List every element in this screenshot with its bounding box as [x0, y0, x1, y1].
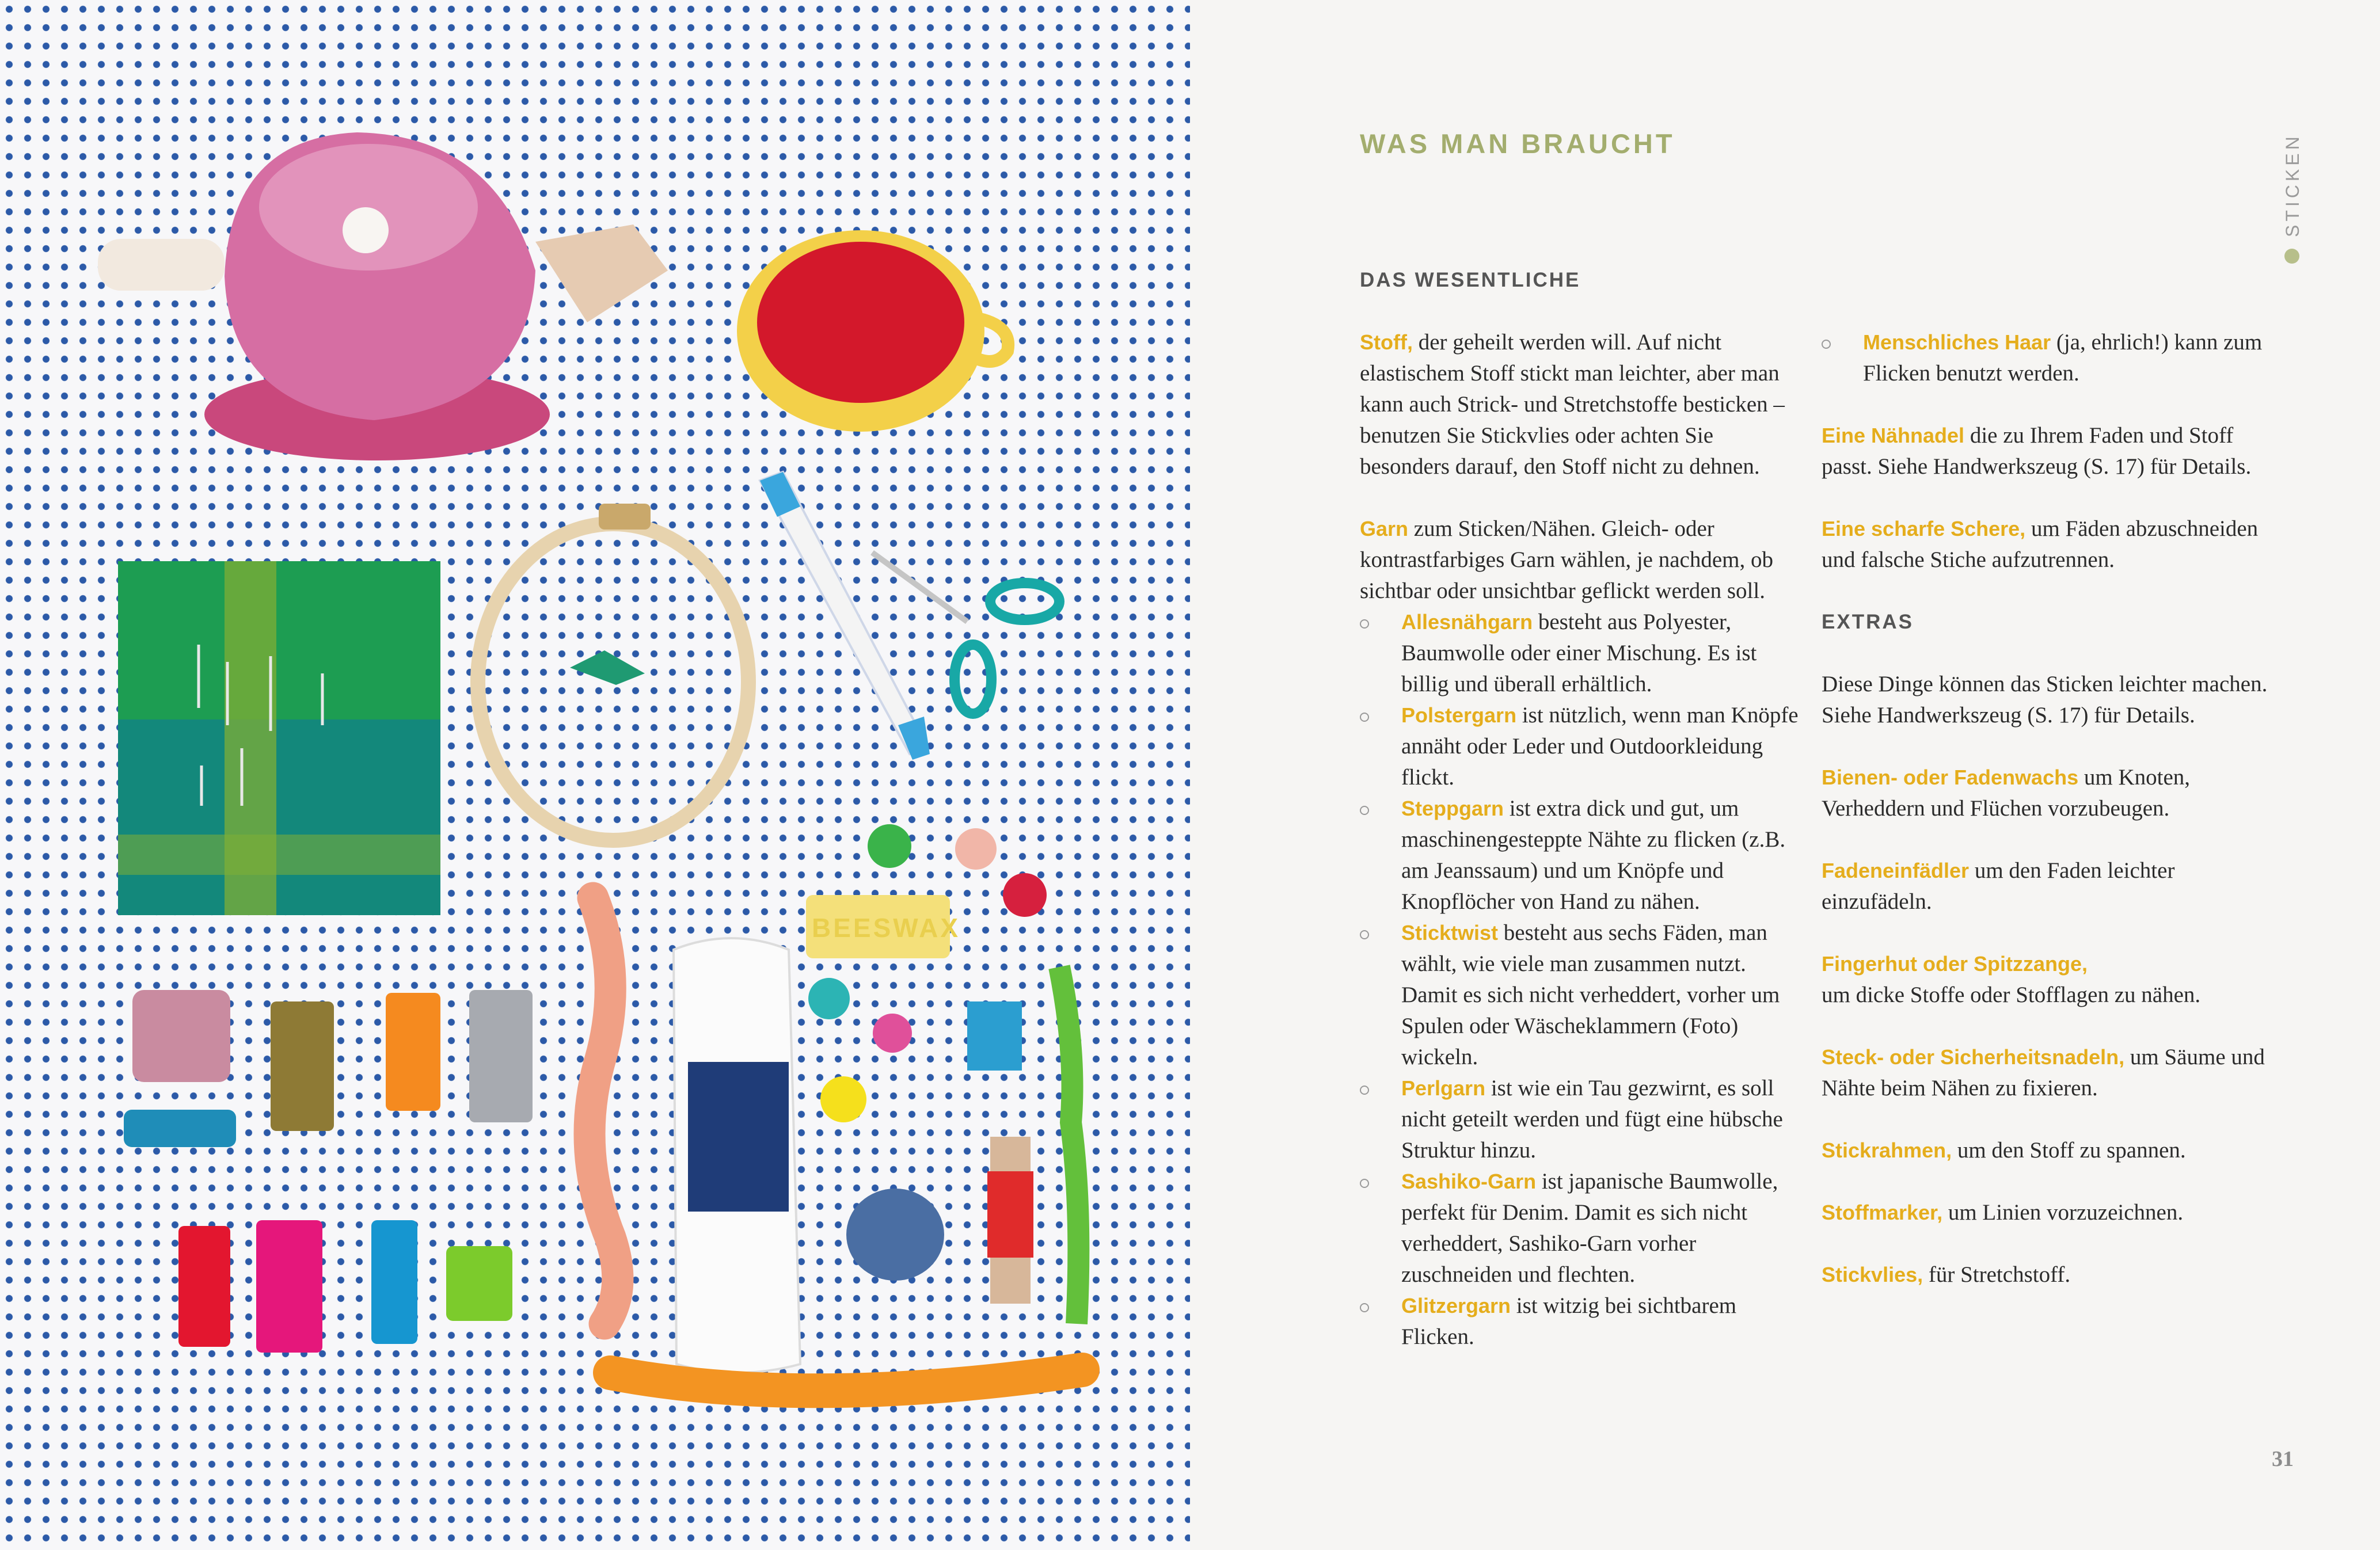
extra-item-term: Fingerhut oder Spitzzange,	[1822, 952, 2088, 976]
list-item-term: Perlgarn	[1401, 1076, 1486, 1100]
list-item	[1360, 1290, 1803, 1353]
extra-item	[1822, 1259, 2271, 1290]
paragraph-scissors-text: um Fäden abzuschneiden und falsche Stiche aufzutrennen.	[1822, 516, 2259, 572]
extra-item	[1822, 1197, 2271, 1228]
extra-item-term: Fadeneinfädler	[1822, 859, 1970, 882]
scissors	[872, 553, 1059, 714]
sashiko-braid	[590, 898, 618, 1324]
list-item-text: besteht aus Polyester, Baumwolle oder einer Mischung. Es ist billig und überall erhältlich.	[1401, 610, 1757, 696]
page-title: WAS MAN BRAUCHT	[1360, 128, 1675, 159]
section-heading-essentials: DAS WESENTLICHE	[1360, 269, 1581, 291]
paragraph-extras-intro: Diese Dinge können das Sticken leichter machen. Siehe Handwerkszeug (S. 17) für Details.	[1822, 672, 2268, 728]
fabric-marker	[760, 472, 930, 760]
list-item	[1360, 607, 1803, 700]
thread-types-list	[1360, 607, 1803, 1353]
extra-item-text: um den Faden leichter einzufädeln.	[1822, 858, 2175, 914]
thimbles	[808, 824, 1047, 1122]
list-item	[1360, 1166, 1803, 1290]
extra-item	[1822, 949, 2271, 1011]
section-heading-extras: EXTRAS	[1822, 611, 1914, 633]
extra-item-term: Stickrahmen,	[1822, 1138, 1952, 1162]
list-item-text: ist nützlich, wenn man Knöpfe annäht oder Leder und Outdoorkleidung flickt.	[1401, 703, 1799, 790]
list-item-term: Polstergarn	[1401, 703, 1517, 727]
term-needle: Eine Nähnadel	[1822, 424, 1965, 447]
text-column-1	[1360, 265, 1803, 1353]
embroidery-hoop	[478, 504, 748, 840]
extra-item-text: um Knoten, Verheddern und Flüchen vorzubeugen.	[1822, 765, 2191, 821]
list-item	[1360, 700, 1803, 793]
extra-item-term: Stickvlies,	[1822, 1263, 1923, 1286]
list-item-text: besteht aus sechs Fäden, man wählt, wie viele man zusammen nutzt. Damit es sich nicht verheddert, vorher um Spulen oder Wäscheklammern (Foto) wickeln.	[1401, 920, 1780, 1069]
extra-item	[1822, 1135, 2271, 1166]
text-column-2	[1822, 327, 2271, 1322]
extra-item-term: Stoffmarker,	[1822, 1201, 1943, 1224]
list-item-term: Glitzergarn	[1401, 1294, 1511, 1317]
paragraph-fabric-text: der geheilt werden will. Auf nicht elastischem Stoff stickt man leichter, aber man kann auch Strick- und Stretchstoffe besticken – benutzen Sie Stickvlies oder achten Sie besonders darauf, den Stoff nicht zu dehnen.	[1360, 330, 1785, 479]
chapter-dot-icon	[2284, 249, 2299, 264]
tea-cup	[737, 230, 1008, 432]
list-item-text: (ja, ehrlich!) kann zum Flicken benutzt werden.	[1863, 330, 2263, 386]
list-item	[1360, 793, 1803, 917]
extra-item	[1822, 1042, 2271, 1104]
list-item-term: Steppgarn	[1401, 797, 1504, 820]
list-item	[1822, 327, 2271, 389]
list-item	[1360, 917, 1803, 1073]
list-item-term: Sticktwist	[1401, 921, 1499, 945]
paragraph-fabric	[1360, 327, 1803, 482]
text-page	[1190, 0, 2380, 1550]
list-item-term: Sashiko-Garn	[1401, 1170, 1537, 1193]
extra-item-text: um Säume und Nähte beim Nähen zu fixieren.	[1822, 1045, 2265, 1100]
extra-item-text: um dicke Stoffe oder Stofflagen zu nähen.	[1822, 982, 2201, 1007]
extra-item-term: Bienen- oder Fadenwachs	[1822, 766, 2079, 789]
paragraph-thread-text: zum Sticken/Nähen. Gleich- oder kontrastfarbiges Garn wählen, je nachdem, ob sichtbar oder unsichtbar geflickt werden soll.	[1360, 516, 1773, 603]
term-fabric: Stoff,	[1360, 330, 1413, 354]
paragraph-needle	[1822, 420, 2271, 482]
paragraph-scissors	[1822, 513, 2271, 576]
extra-item-text: für Stretchstoff.	[1923, 1262, 2071, 1287]
extra-item	[1822, 762, 2271, 824]
list-item-text: ist witzig bei sichtbarem Flicken.	[1401, 1293, 1737, 1349]
list-item	[1360, 1073, 1803, 1166]
extra-item-text: um Linien vorzuzeichnen.	[1942, 1200, 2184, 1225]
beeswax-label: BEESWAX	[812, 913, 961, 943]
paragraph-needle-text: die zu Ihrem Faden und Stoff passt. Siehe Handwerkszeug (S. 17) für Details.	[1822, 423, 2252, 479]
page-number: 31	[2272, 1447, 2294, 1471]
chapter-tab	[2275, 134, 2310, 272]
orange-perle-cotton	[610, 1370, 1082, 1391]
list-item-term: Allesnähgarn	[1401, 610, 1533, 634]
sashiko-thread-skein	[674, 938, 800, 1373]
list-item-term: Menschliches Haar	[1863, 330, 2051, 354]
term-thread: Garn	[1360, 517, 1409, 540]
list-item-text: ist japanische Baumwolle, perfekt für Denim. Damit es sich nicht verheddert, Sashiko-Garn vorher zuschneiden und flechten.	[1401, 1169, 1778, 1287]
term-scissors: Eine scharfe Schere,	[1822, 517, 2026, 540]
extra-item-text: um den Stoff zu spannen.	[1952, 1138, 2186, 1163]
hair-list	[1822, 327, 2271, 389]
paragraph-thread	[1360, 513, 1803, 607]
extra-item	[1822, 855, 2271, 917]
list-item-text: ist extra dick und gut, um maschinengesteppte Nähte zu flicken (z.B. am Jeanssaum) und um Knöpfe und Knopflöcher von Hand zu nähen.	[1401, 796, 1786, 914]
teapot	[98, 132, 668, 460]
extra-item-term: Steck- oder Sicherheitsnadeln,	[1822, 1045, 2125, 1069]
list-item-text: ist wie ein Tau gezwirnt, es soll nicht geteilt werden und fügt eine hübsche Struktur hinzu.	[1401, 1076, 1783, 1163]
chapter-tab-label: STICKEN	[2282, 133, 2303, 237]
green-felt-fabric	[118, 561, 440, 915]
thread-spools	[124, 990, 533, 1353]
